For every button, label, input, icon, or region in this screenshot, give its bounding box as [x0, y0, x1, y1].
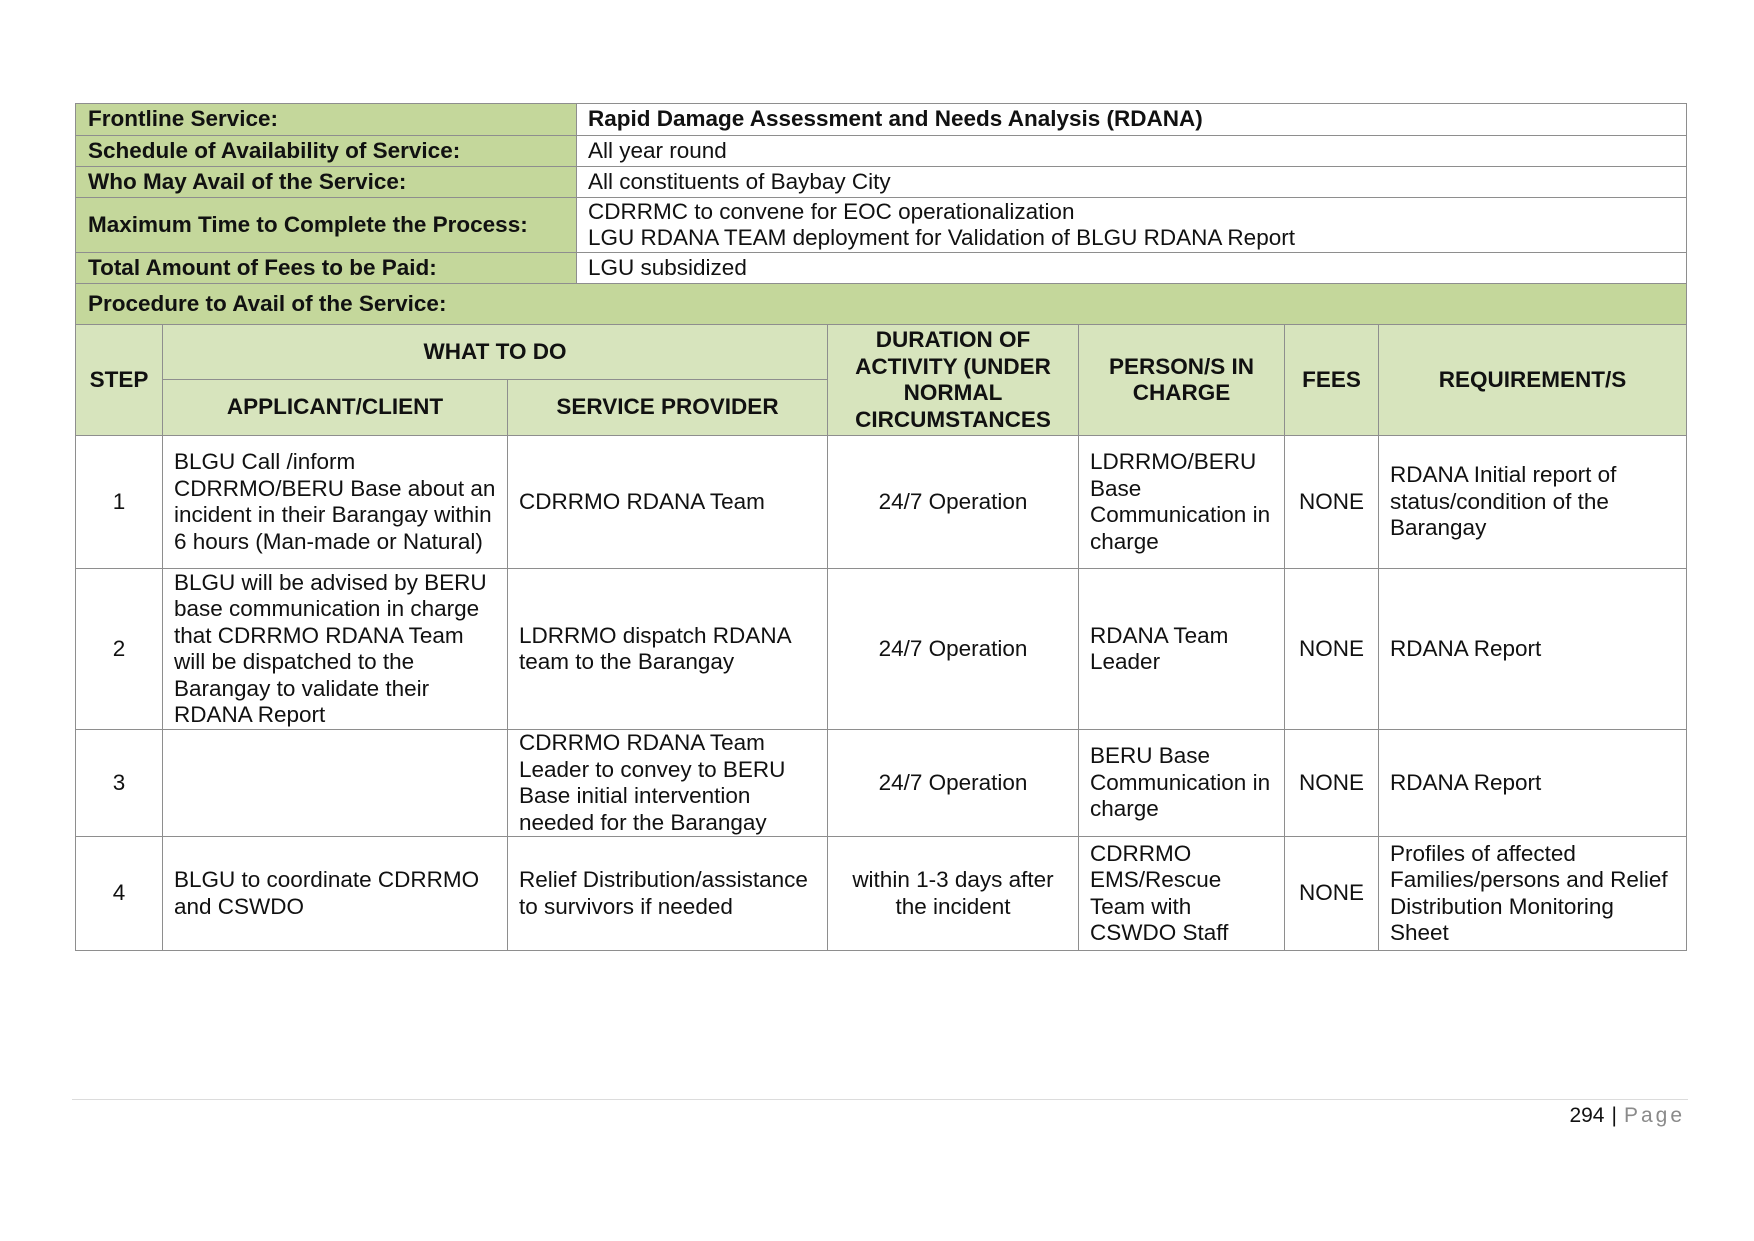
person-in-charge-header: PERSON/S IN CHARGE	[1079, 325, 1285, 436]
step-number: 4	[76, 837, 163, 951]
frontline-service-row	[76, 104, 1687, 136]
frontline-service-label: Frontline Service:	[76, 104, 577, 136]
service-provider-cell: LDRRMO dispatch RDANA team to the Barangay	[508, 569, 828, 730]
page-number	[1569, 1104, 1685, 1128]
max-time-value	[577, 198, 1687, 253]
person-in-charge-cell: CDRRMO EMS/Rescue Team with CSWDO Staff	[1079, 837, 1285, 951]
service-provider-cell: Relief Distribution/assistance to survivors if needed	[508, 837, 828, 951]
applicant-client-header: APPLICANT/CLIENT	[163, 379, 508, 435]
service-provider-cell: CDRRMO RDANA Team	[508, 436, 828, 569]
step-header: STEP	[76, 325, 163, 436]
service-provider-header: SERVICE PROVIDER	[508, 379, 828, 435]
table-row	[76, 837, 1687, 951]
schedule-label: Schedule of Availability of Service:	[76, 136, 577, 167]
who-may-avail-label: Who May Avail of the Service:	[76, 167, 577, 198]
requirements-cell: Profiles of affected Families/persons and Relief Distribution Monitoring Sheet	[1379, 837, 1687, 951]
fees-cell: NONE	[1285, 837, 1379, 951]
applicant-cell: BLGU will be advised by BERU base communication in charge that CDRRMO RDANA Team will be dispatched to the Barangay to validate their RDANA Report	[163, 569, 508, 730]
who-may-avail-row	[76, 167, 1687, 198]
max-time-line-2: LGU RDANA TEAM deployment for Validation of BLGU RDANA Report	[588, 225, 1295, 250]
requirements-cell: RDANA Report	[1379, 569, 1687, 730]
person-in-charge-cell: BERU Base Communication in charge	[1079, 730, 1285, 837]
footer-divider	[72, 1099, 1688, 1100]
total-fees-row	[76, 253, 1687, 284]
service-table	[75, 103, 1687, 951]
page-separator: |	[1611, 1104, 1617, 1127]
what-to-do-header: WHAT TO DO	[163, 325, 828, 380]
duration-cell: 24/7 Operation	[828, 436, 1079, 569]
duration-cell: within 1-3 days after the incident	[828, 837, 1079, 951]
applicant-cell	[163, 730, 508, 837]
requirements-cell: RDANA Initial report of status/condition of the Barangay	[1379, 436, 1687, 569]
frontline-service-value: Rapid Damage Assessment and Needs Analysis (RDANA)	[577, 104, 1687, 136]
duration-cell: 24/7 Operation	[828, 569, 1079, 730]
max-time-label: Maximum Time to Complete the Process:	[76, 198, 577, 253]
applicant-cell: BLGU Call /inform CDRRMO/BERU Base about an incident in their Barangay within 6 hours (Man-made or Natural)	[163, 436, 508, 569]
max-time-line-1: CDRRMC to convene for EOC operationalization	[588, 198, 1075, 224]
schedule-value: All year round	[577, 136, 1687, 167]
fees-header: FEES	[1285, 325, 1379, 436]
page-number-value: 294	[1569, 1104, 1605, 1127]
applicant-cell: BLGU to coordinate CDRRMO and CSWDO	[163, 837, 508, 951]
step-number: 3	[76, 730, 163, 837]
service-provider-cell: CDRRMO RDANA Team Leader to convey to BERU Base initial intervention needed for the Barangay	[508, 730, 828, 837]
table-row	[76, 436, 1687, 569]
procedure-label: Procedure to Avail of the Service:	[76, 284, 1687, 325]
table-row	[76, 730, 1687, 837]
duration-cell: 24/7 Operation	[828, 730, 1079, 837]
person-in-charge-cell: LDRRMO/BERU Base Communication in charge	[1079, 436, 1285, 569]
requirements-cell: RDANA Report	[1379, 730, 1687, 837]
who-may-avail-value: All constituents of Baybay City	[577, 167, 1687, 198]
service-document	[75, 103, 1686, 951]
header-row-1	[76, 325, 1687, 380]
max-time-row	[76, 198, 1687, 253]
fees-cell: NONE	[1285, 569, 1379, 730]
fees-cell: NONE	[1285, 436, 1379, 569]
page-word: Page	[1623, 1104, 1685, 1127]
duration-header: DURATION OF ACTIVITY (UNDER NORMAL CIRCUMSTANCES	[828, 325, 1079, 436]
fees-cell: NONE	[1285, 730, 1379, 837]
procedure-row	[76, 284, 1687, 325]
requirements-header: REQUIREMENT/S	[1379, 325, 1687, 436]
total-fees-label: Total Amount of Fees to be Paid:	[76, 253, 577, 284]
table-row	[76, 569, 1687, 730]
step-number: 2	[76, 569, 163, 730]
person-in-charge-cell: RDANA Team Leader	[1079, 569, 1285, 730]
step-number: 1	[76, 436, 163, 569]
total-fees-value: LGU subsidized	[577, 253, 1687, 284]
schedule-row	[76, 136, 1687, 167]
